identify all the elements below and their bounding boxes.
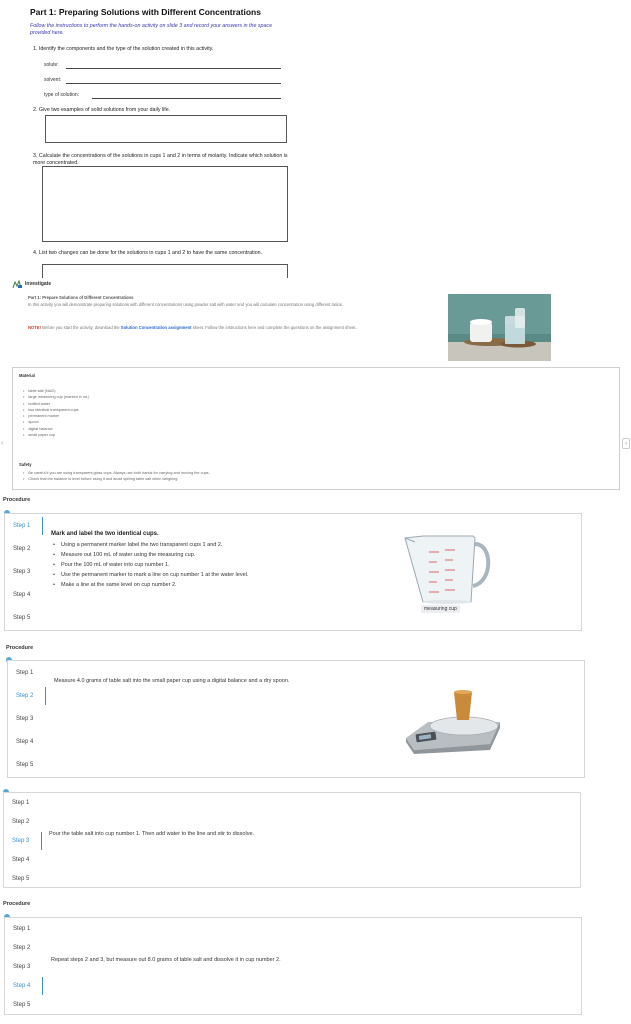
solution-type-label: type of solution: [44, 92, 80, 98]
solvent-answer-line[interactable] [66, 83, 281, 84]
step-4-tab[interactable]: Step 4 [13, 592, 31, 598]
question-1: 1. Identify the components and the type of the solution created in this activity. [33, 46, 214, 52]
note-label: NOTE! [28, 325, 42, 330]
assignment-link[interactable]: Solution Concentration assignment [120, 325, 192, 330]
panel-1-bullet: • Make a line at the same level on cup number 2. [51, 580, 301, 590]
question-2: 2. Give two examples of solid solutions from your daily life. [33, 107, 171, 113]
panel-1-content [51, 530, 301, 590]
procedure-label: Procedure [3, 497, 31, 503]
solvent-label: solvent: [44, 77, 62, 83]
procedure-label: Procedure [3, 901, 31, 907]
investigate-body: In this activity you will demonstrate preparing solutions with different concentrations using powder salt with water and you will calculate concentration using different ratios. [28, 302, 344, 307]
safety-heading: Safety [19, 462, 32, 467]
step-2-tab[interactable]: Step 2 [12, 819, 30, 825]
worksheet [0, 0, 631, 278]
material-item: • two identical transparent cups [23, 407, 89, 413]
worksheet-title: Part 1: Preparing Solutions with Different Concentrations [30, 7, 261, 17]
panel-3-text: Pour the table salt into cup number 1. Then add water to the line and stir to dissolve. [49, 831, 255, 837]
previous-slide-button[interactable]: ‹ [1, 440, 4, 447]
question-4-answer-box[interactable] [42, 264, 288, 278]
material-item: • spoon [23, 419, 89, 425]
note-post: sheet. Follow the instructions here and complete the questions on the assignment sheet. [191, 325, 357, 330]
question-2-answer-box[interactable] [45, 115, 287, 143]
procedure-label: Procedure [6, 645, 34, 651]
safety-list [23, 470, 210, 483]
materials-list [23, 388, 89, 438]
step-5-tab[interactable]: Step 5 [16, 762, 34, 768]
panel-2-text: Measure 4.0 grams of table salt into the small paper cup using a digital balance and a dry spoon. [54, 678, 290, 684]
step-3-tab[interactable]: Step 3 [4, 832, 42, 850]
step-5-tab[interactable]: Step 5 [12, 876, 30, 882]
step-3-tab[interactable]: Step 3 [16, 716, 34, 722]
panel-1-bullets [51, 540, 301, 590]
digital-balance-image [400, 688, 504, 754]
step-1-tab[interactable]: Step 1 [5, 517, 43, 535]
step-4-tab[interactable]: Step 4 [5, 977, 43, 995]
salt-and-water-photo [448, 294, 551, 361]
question-3-answer-box[interactable] [42, 166, 288, 242]
worksheet-instructions: Follow the instructions to perform the hands-on activity on slide 3 and record your answers in the space provided here. [30, 23, 273, 36]
step-1-tab[interactable]: Step 1 [13, 926, 31, 932]
panel-1-bullet: • Using a permanent marker label the two transparent cups 1 and 2. [51, 540, 301, 550]
panel-4-text: Repeat steps 2 and 3, but measure out 8.0 grams of table salt and dissolve it in cup number 2. [51, 957, 281, 963]
procedure-panel-3 [3, 792, 581, 888]
step-5-tab[interactable]: Step 5 [13, 615, 31, 621]
procedure-panel-2 [7, 660, 585, 778]
investigate-icon [12, 280, 23, 289]
investigate-title: Investigate [25, 281, 52, 287]
step-5-tab[interactable]: Step 5 [13, 1002, 31, 1008]
step-4-tab[interactable]: Step 4 [16, 739, 34, 745]
safety-item: • Be careful if you are using transparent glass cups. Always use both hands for carrying and moving the cups. [23, 470, 210, 476]
panel-1-bullet: • Use the permanent marker to mark a line on cup number 1 at the water level. [51, 570, 301, 580]
materials-panel [12, 367, 620, 490]
step-3-tab[interactable]: Step 3 [13, 964, 31, 970]
material-item: • digital balance [23, 426, 89, 432]
investigate-part-heading: Part 1: Prepare Solutions of Different Concentrations [28, 295, 134, 300]
step-2-tab[interactable]: Step 2 [13, 945, 31, 951]
safety-item: • Check that the balance is level before using it and avoid spilling table salt when weighing. [23, 476, 210, 482]
step-2-tab[interactable]: Step 2 [13, 546, 31, 552]
panel-1-heading: Mark and label the two identical cups. [51, 531, 159, 537]
step-2-tab[interactable]: Step 2 [8, 687, 46, 705]
note-pre: Before you start the activity, download the [41, 325, 121, 330]
material-item: • bottled water [23, 401, 89, 407]
material-item: • permanent marker [23, 413, 89, 419]
question-4: 4. List two changes can be done for the solutions in cups 1 and 2 to have the same concentration. [33, 250, 263, 256]
materials-heading: Material [19, 373, 35, 378]
step-4-tab[interactable]: Step 4 [12, 857, 30, 863]
step-1-tab[interactable]: Step 1 [12, 800, 30, 806]
step-3-tab[interactable]: Step 3 [13, 569, 31, 575]
material-item: • small paper cup [23, 432, 89, 438]
procedure-panel-4 [4, 917, 582, 1015]
solution-type-answer-line[interactable] [92, 98, 281, 99]
step-1-tab[interactable]: Step 1 [16, 670, 34, 676]
panel-1-bullet: • Pour the 100 mL of water into cup number 1. [51, 560, 301, 570]
solute-answer-line[interactable] [66, 68, 281, 69]
question-3: 3. Calculate the concentrations of the solutions in cups 1 and 2 in terms of molarity. Indicate which solution is more concentrated. [33, 153, 288, 166]
solute-label: solute: [44, 62, 59, 68]
next-slide-button[interactable]: › [622, 438, 630, 449]
measuring-cup-caption: measuring cup [421, 605, 460, 613]
material-item: • large measuring cup (marked in mL) [23, 394, 89, 400]
procedure-panel-1 [4, 513, 582, 631]
investigate-note [28, 325, 368, 331]
measuring-cup-image [401, 532, 493, 606]
panel-1-bullet: • Measure out 100 mL of water using the measuring cup. [51, 550, 301, 560]
material-item: • table salt (NaCl) [23, 388, 89, 394]
